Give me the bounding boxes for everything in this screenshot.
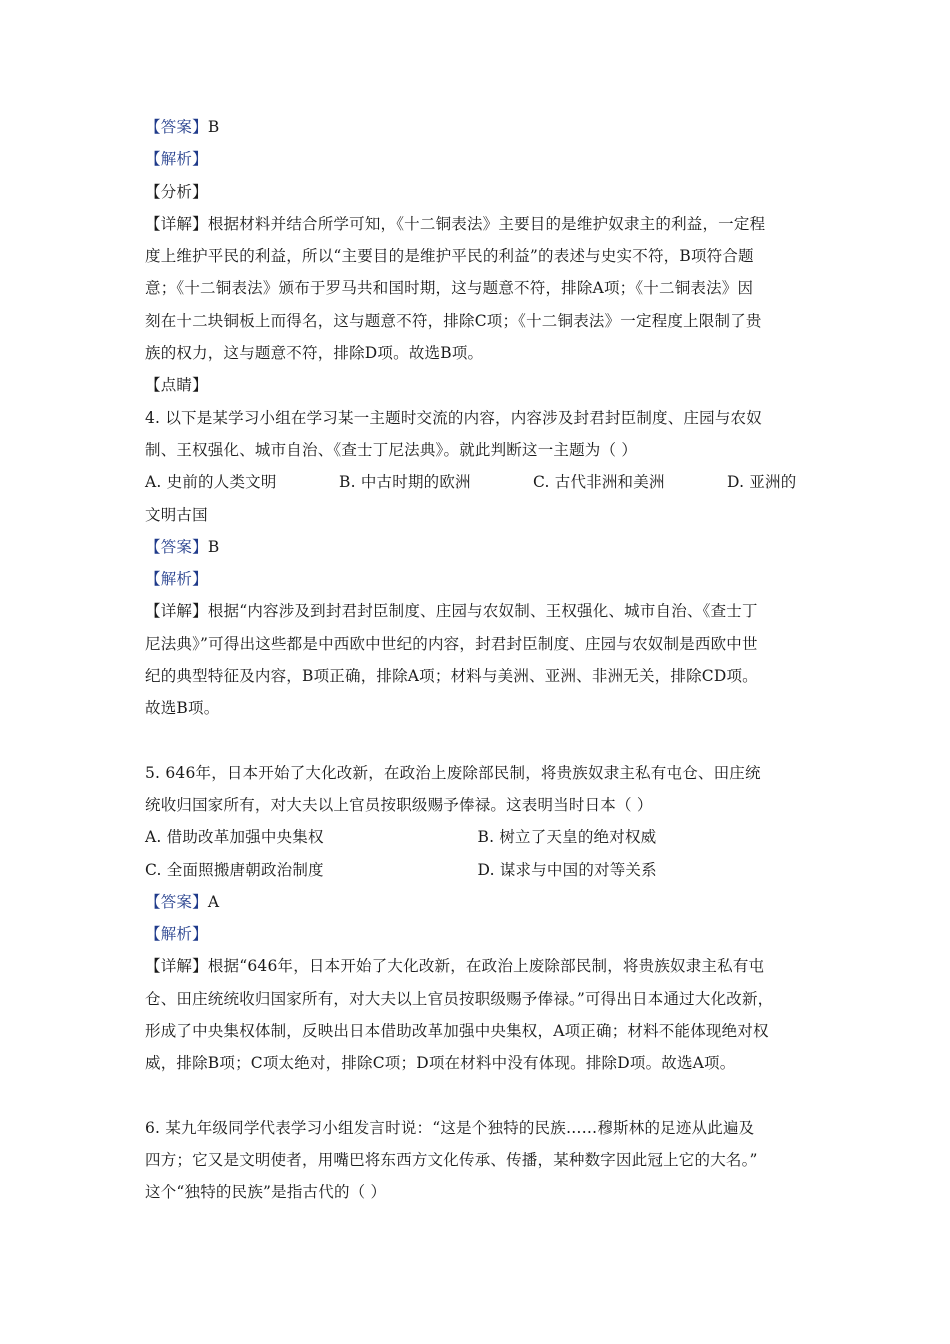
q4-detail-line (145, 595, 810, 627)
answer-tag: 【答案】 (145, 118, 208, 136)
q4-option-a: A. 史前的人类文明 (145, 473, 277, 492)
analysis-tag: 【解析】 (145, 925, 208, 944)
q4-detail-line: 尼法典》”可得出这些都是中西欧中世纪的内容，封君封臣制度、庄园与农奴制是西欧中世 (145, 634, 758, 653)
q5-stem-line: 5. 646年，日本开始了大化改新，在政治上废除部民制，将贵族奴隶主私有屯仓、田庄统 (145, 763, 761, 782)
q3-answer-line (145, 111, 810, 143)
q4-detail-line: 故选B项。 (145, 699, 220, 718)
spacer (145, 1080, 810, 1112)
q6-stem-line: 四方；它又是文明使者，用嘴巴将东西方文化传承、传播，某种数字因此冠上它的大名。” (145, 1150, 758, 1169)
document-page (145, 111, 810, 1209)
q4-option-b: B. 中古时期的欧洲 (339, 473, 471, 492)
q3-detail-line (145, 208, 810, 240)
q6-stem-line: 这个“独特的民族”是指古代的（ ） (145, 1183, 387, 1202)
detail-text: 根据“内容涉及到封君封臣制度、庄园与农奴制、王权强化、城市自治、《查士丁 (207, 602, 758, 621)
detail-text: 根据“646年，日本开始了大化改新，在政治上废除部民制，将贵族奴隶主私有屯 (207, 957, 765, 976)
q5-option-a: A. 借助改革加强中央集权 (145, 828, 324, 847)
answer-tag: 【答案】 (145, 537, 208, 556)
q3-dianjing-line (145, 369, 810, 401)
answer-value: B (207, 537, 220, 556)
q5-detail-line: 仓、田庄统统收归国家所有，对大夫以上官员按职级赐予俸禄。”可得出日本通过大化改新， (145, 989, 774, 1008)
q5-option-d: D. 谋求与中国的对等关系 (477, 860, 657, 879)
q4-option-d: D. 亚洲的 (727, 473, 797, 492)
answer-value: A (207, 892, 220, 911)
q5-detail-line: 形成了中央集权体制，反映出日本借助改革加强中央集权，A项正确；材料不能体现绝对权 (145, 1022, 769, 1041)
q5-option-b: B. 树立了天皇的绝对权威 (477, 828, 657, 847)
q4-stem-line: 4. 以下是某学习小组在学习某一主题时交流的内容，内容涉及封君封臣制度、庄园与农奴 (145, 408, 762, 427)
q5-options-row (145, 821, 810, 853)
analysis-tag: 【解析】 (145, 570, 208, 589)
q4-option-wrap: 文明古国 (145, 505, 208, 524)
q4-answer-line (145, 531, 810, 563)
detail-tag: 【详解】 (145, 602, 208, 621)
q6-stem-line: 6. 某九年级同学代表学习小组发言时说：“这是个独特的民族……穆斯林的足迹从此遍及 (145, 1118, 755, 1137)
q5-detail-line (145, 950, 810, 982)
q5-stem-line: 统收归国家所有，对大夫以上官员按职级赐予俸禄。这表明当时日本（ ） (145, 795, 653, 814)
analysis-tag: 【解析】 (145, 150, 208, 169)
q3-fenxi-line (145, 176, 810, 208)
q3-detail-line: 刻在十二块铜板上而得名，这与题意不符，排除C项；《十二铜表法》一定程度上限制了贵 (145, 311, 762, 330)
q3-detail-line: 族的权力，这与题意不符，排除D项。故选B项。 (145, 344, 484, 363)
q5-answer-line (145, 886, 810, 918)
q4-analysis-line (145, 563, 810, 595)
detail-text: 根据材料并结合所学可知，《十二铜表法》主要目的是维护奴隶主的利益，一定程 (207, 214, 766, 233)
answer-value: B (207, 118, 220, 136)
q5-options-row (145, 854, 810, 886)
answer-tag: 【答案】 (145, 892, 208, 911)
fenxi-tag: 【分析】 (145, 182, 208, 201)
dianjing-tag: 【点睛】 (145, 376, 208, 395)
q3-analysis-line (145, 143, 810, 175)
q3-detail-line: 度上维护平民的利益，所以“主要目的是维护平民的利益”的表述与史实不符，B项符合题 (145, 247, 754, 266)
detail-tag: 【详解】 (145, 957, 208, 976)
q5-analysis-line (145, 918, 810, 950)
q4-detail-line: 纪的典型特征及内容，B项正确，排除A项；材料与美洲、亚洲、非洲无关，排除CD项。 (145, 667, 758, 686)
spacer (145, 725, 810, 757)
q4-options (145, 466, 810, 498)
q4-stem-line: 制、王权强化、城市自治、《查士丁尼法典》。就此判断这一主题为（ ） (145, 440, 638, 459)
q5-detail-line: 威，排除B项；C项太绝对，排除C项；D项在材料中没有体现。排除D项。故选A项。 (145, 1054, 736, 1073)
detail-tag: 【详解】 (145, 214, 208, 233)
q3-detail-line: 意；《十二铜表法》颁布于罗马共和国时期，这与题意不符，排除A项；《十二铜表法》因 (145, 279, 754, 298)
q4-option-c: C. 古代非洲和美洲 (533, 473, 665, 492)
q5-option-c: C. 全面照搬唐朝政治制度 (145, 860, 324, 879)
